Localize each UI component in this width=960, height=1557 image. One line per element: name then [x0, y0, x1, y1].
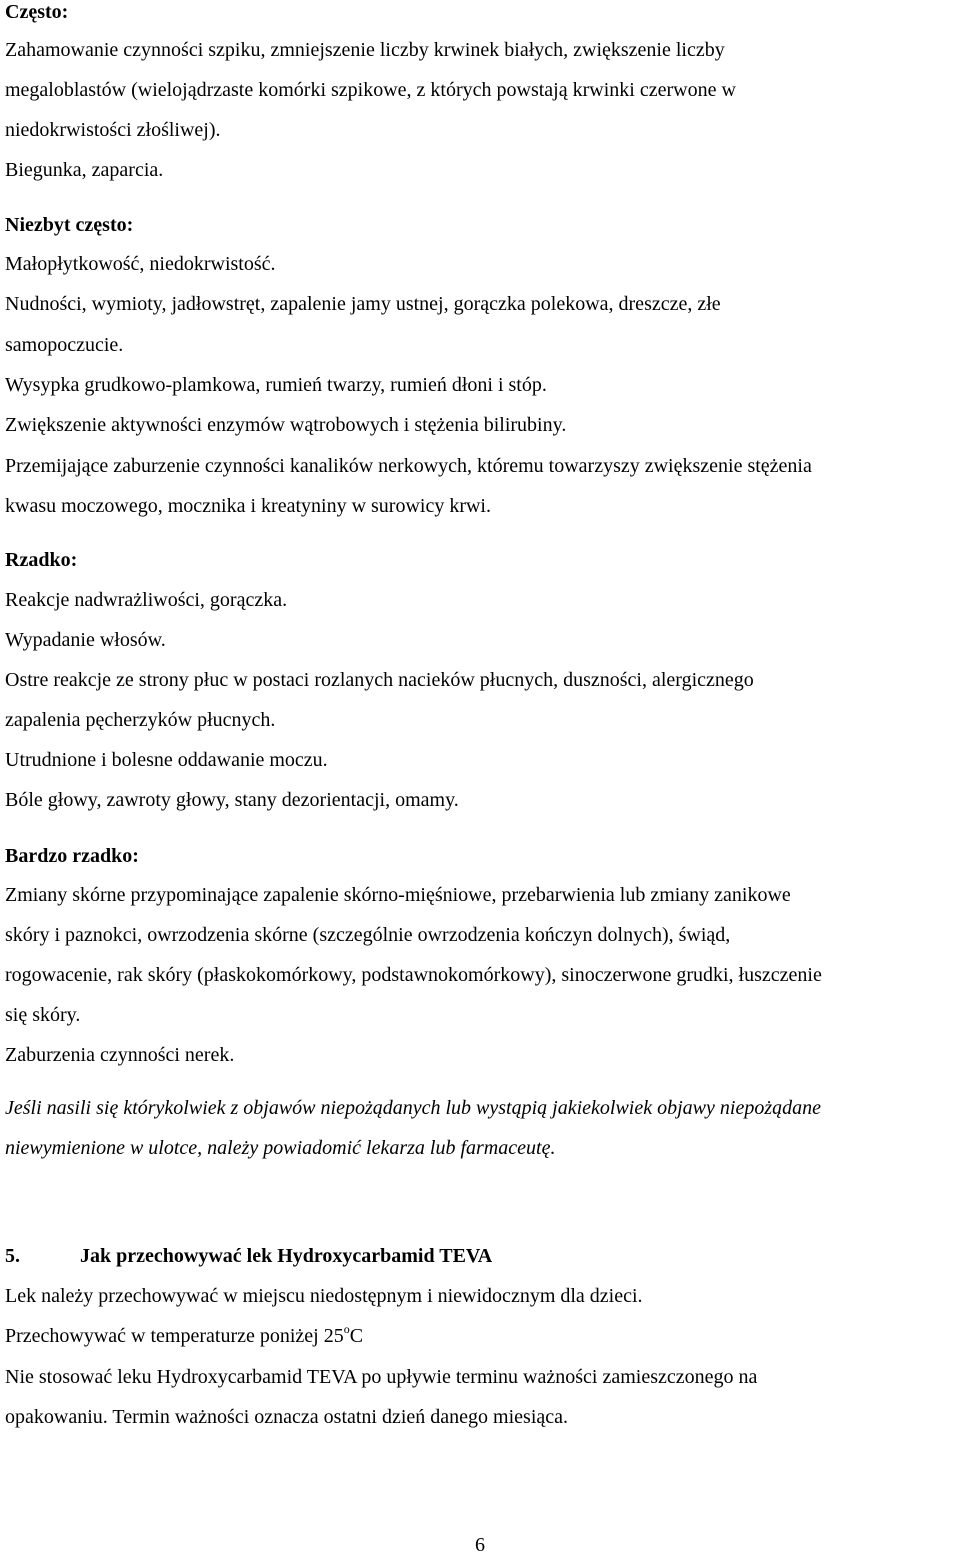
section-5-heading — [5, 1244, 492, 1268]
text-line: Zahamowanie czynności szpiku, zmniejszenie liczby krwinek białych, zwiększenie liczby — [5, 39, 725, 61]
heading-often: Często: — [5, 1, 69, 23]
text-line: Wypadanie włosów. — [5, 629, 166, 651]
text-line: rogowacenie, rak skóry (płaskokomórkowy, podstawnokomórkowy), sinoczerwone grudki, łuszczenie — [5, 964, 822, 986]
heading-uncommon: Niezbyt często: — [5, 214, 134, 236]
text-line: skóry i paznokci, owrzodzenia skórne (szczególnie owrzodzenia kończyn dolnych), świąd, — [5, 924, 731, 946]
text-line: opakowaniu. Termin ważności oznacza ostatni dzień danego miesiąca. — [5, 1406, 569, 1428]
text-line: Nie stosować leku Hydroxycarbamid TEVA po upływie terminu ważności zamieszczonego na — [5, 1366, 758, 1388]
text-line: Zmiany skórne przypominające zapalenie skórno-mięśniowe, przebarwienia lub zmiany zanikowe — [5, 884, 791, 906]
text-line: się skóry. — [5, 1004, 81, 1026]
text-line: Zaburzenia czynności nerek. — [5, 1044, 235, 1066]
text-line: samopoczucie. — [5, 334, 124, 356]
section-title: Jak przechowywać lek Hydroxycarbamid TEVA — [80, 1245, 493, 1267]
notice-line: niewymienione w ulotce, należy powiadomić lekarza lub farmaceutę. — [5, 1137, 556, 1159]
text-line: Lek należy przechowywać w miejscu niedostępnym i niewidocznym dla dzieci. — [5, 1285, 643, 1307]
text-line: Małopłytkowość, niedokrwistość. — [5, 253, 276, 275]
section-number: 5. — [5, 1245, 20, 1267]
page-number: 6 — [475, 1534, 485, 1556]
text-line: zapalenia pęcherzyków płucnych. — [5, 709, 276, 731]
text-line: Ostre reakcje ze strony płuc w postaci rozlanych nacieków płucnych, duszności, alergicznego — [5, 669, 754, 691]
text-line: Biegunka, zaparcia. — [5, 159, 164, 181]
heading-rare: Rzadko: — [5, 549, 78, 571]
notice-line: Jeśli nasili się którykolwiek z objawów niepożądanych lub wystąpią jakiekolwiek objawy niepożądane — [5, 1097, 821, 1119]
heading-very-rare: Bardzo rzadko: — [5, 845, 139, 867]
storage-temperature-line — [5, 1324, 363, 1348]
text-line: Reakcje nadwrażliwości, gorączka. — [5, 589, 288, 611]
degree-sign: o — [343, 1322, 350, 1336]
text-line: kwasu moczowego, mocznika i kreatyniny w surowicy krwi. — [5, 495, 491, 517]
text-line: niedokrwistości złośliwej). — [5, 119, 221, 141]
text-line: Przemijające zaburzenie czynności kanalików nerkowych, któremu towarzyszy zwiększenie stężenia — [5, 455, 812, 477]
text-line: Wysypka grudkowo-plamkowa, rumień twarzy, rumień dłoni i stóp. — [5, 374, 547, 396]
text-line: Nudności, wymioty, jadłowstręt, zapalenie jamy ustnej, gorączka polekowa, dreszcze, złe — [5, 293, 721, 315]
text-line: Utrudnione i bolesne oddawanie moczu. — [5, 749, 328, 771]
temperature-text: Przechowywać w temperaturze poniżej 25 — [5, 1325, 344, 1347]
temperature-unit: C — [349, 1325, 364, 1347]
text-line: Zwiększenie aktywności enzymów wątrobowych i stężenia bilirubiny. — [5, 414, 567, 436]
text-line: megaloblastów (wielojądrzaste komórki szpikowe, z których powstają krwinki czerwone w — [5, 79, 736, 101]
text-line: Bóle głowy, zawroty głowy, stany dezorientacji, omamy. — [5, 789, 459, 811]
